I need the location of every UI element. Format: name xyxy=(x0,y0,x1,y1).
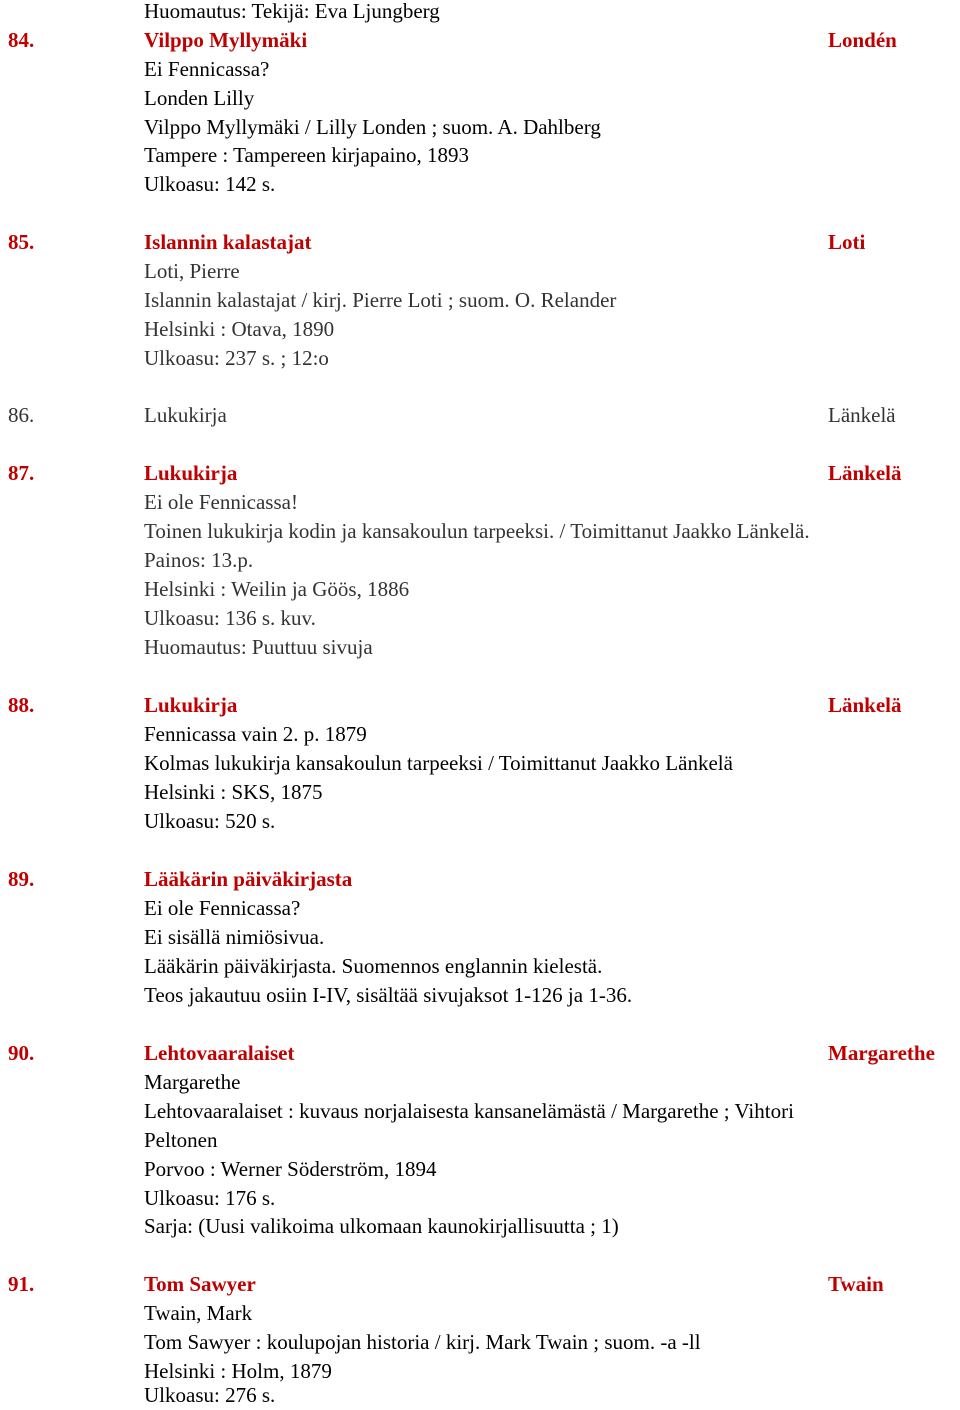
detail-text: Vilppo Myllymäki / Lilly Londen ; suom. A. Dahlberg xyxy=(144,115,601,139)
entry-number: 91. xyxy=(8,1272,35,1296)
entry-detail-line xyxy=(0,1068,960,1097)
detail-text: Lehtovaaralaiset : kuvaus norjalaisesta kansanelämästä / Margarethe ; Vihtori xyxy=(144,1099,794,1123)
entry-heading-86 xyxy=(0,401,960,430)
entry-detail-line xyxy=(0,778,960,807)
entry-title: Lehtovaaralaiset xyxy=(144,1041,295,1065)
detail-text: Ulkoasu: 237 s. ; 12:o xyxy=(144,346,329,370)
entry-heading-90 xyxy=(0,1039,960,1068)
entry-heading-85 xyxy=(0,228,960,257)
entry-detail-line xyxy=(0,749,960,778)
entry-detail-line xyxy=(0,286,960,315)
detail-text: Toinen lukukirja kodin ja kansakoulun tarpeeksi. / Toimittanut Jaakko Länkelä. xyxy=(144,519,810,543)
entry-heading-88 xyxy=(0,691,960,720)
entry-detail-line xyxy=(0,633,960,662)
entry-detail-line xyxy=(0,257,960,286)
detail-text: Painos: 13.p. xyxy=(144,548,254,572)
entry-author: Londén xyxy=(828,28,897,52)
entry-title: Lukukirja xyxy=(144,693,238,717)
detail-text: Fennicassa vain 2. p. 1879 xyxy=(144,722,367,746)
detail-text: Ei ole Fennicassa! xyxy=(144,490,298,514)
detail-text: Ulkoasu: 176 s. xyxy=(144,1186,276,1210)
detail-text: Ulkoasu: 276 s. xyxy=(144,1383,276,1407)
entry-detail-line xyxy=(0,923,960,952)
entry-heading-89 xyxy=(0,865,960,894)
detail-text: Margarethe xyxy=(144,1070,241,1094)
entry-detail-line xyxy=(0,894,960,923)
entry-author: Länkelä xyxy=(828,461,902,485)
entry-detail-line xyxy=(0,575,960,604)
detail-text: Lääkärin päiväkirjasta. Suomennos englannin kielestä. xyxy=(144,954,603,978)
entry-heading-87 xyxy=(0,459,960,488)
entry-detail-line xyxy=(0,113,960,142)
entry-detail-line xyxy=(0,1212,960,1241)
entry-detail-line xyxy=(0,315,960,344)
entry-detail-line xyxy=(0,1126,960,1155)
entry-detail-line xyxy=(0,170,960,199)
entry-detail-line xyxy=(0,952,960,981)
entry-title: Lukukirja xyxy=(144,461,238,485)
detail-text: Loti, Pierre xyxy=(144,259,240,283)
entry-detail-line xyxy=(0,604,960,633)
entry-author: Länkelä xyxy=(828,403,896,427)
continuation-line xyxy=(0,0,960,26)
entry-title: Vilppo Myllymäki xyxy=(144,28,308,52)
entry-number: 87. xyxy=(8,461,35,485)
detail-text: Kolmas lukukirja kansakoulun tarpeeksi / Toimittanut Jaakko Länkelä xyxy=(144,751,733,775)
detail-text: Helsinki : SKS, 1875 xyxy=(144,780,323,804)
detail-text: Ulkoasu: 142 s. xyxy=(144,172,276,196)
entry-detail-line xyxy=(0,807,960,836)
entry-number: 86. xyxy=(8,403,35,427)
entry-detail-line xyxy=(0,1328,960,1357)
entry-heading-84 xyxy=(0,26,960,55)
entry-detail-line xyxy=(0,1381,960,1410)
entry-detail-line xyxy=(0,1184,960,1213)
entry-detail-line xyxy=(0,84,960,113)
detail-text: Ulkoasu: 520 s. xyxy=(144,809,276,833)
entry-detail-line xyxy=(0,488,960,517)
detail-text: Ei Fennicassa? xyxy=(144,57,270,81)
detail-text: Huomautus: Puuttuu sivuja xyxy=(144,635,373,659)
entry-detail-line xyxy=(0,1299,960,1328)
detail-text: Helsinki : Otava, 1890 xyxy=(144,317,335,341)
detail-text: Helsinki : Holm, 1879 xyxy=(144,1359,332,1383)
entry-detail-line xyxy=(0,720,960,749)
entry-title: Lääkärin päiväkirjasta xyxy=(144,867,353,891)
entry-number: 90. xyxy=(8,1041,35,1065)
entry-number: 88. xyxy=(8,693,35,717)
entry-detail-line xyxy=(0,1097,960,1126)
detail-text: Peltonen xyxy=(144,1128,218,1152)
entry-detail-line xyxy=(0,1155,960,1184)
entry-author: Länkelä xyxy=(828,693,902,717)
entry-detail-line xyxy=(0,344,960,373)
detail-text: Islannin kalastajat / kirj. Pierre Loti ; suom. O. Relander xyxy=(144,288,617,312)
entry-detail-line xyxy=(0,55,960,84)
entry-number: 85. xyxy=(8,230,35,254)
detail-text: Porvoo : Werner Söderström, 1894 xyxy=(144,1157,437,1181)
entry-title: Lukukirja xyxy=(144,403,227,427)
entry-author: Twain xyxy=(828,1272,884,1296)
detail-text: Ei ole Fennicassa? xyxy=(144,896,301,920)
entry-detail-line xyxy=(0,546,960,575)
detail-text: Londen Lilly xyxy=(144,86,255,110)
detail-text: Helsinki : Weilin ja Göös, 1886 xyxy=(144,577,410,601)
entry-number: 89. xyxy=(8,867,35,891)
entry-detail-line xyxy=(0,517,960,546)
detail-text: Tampere : Tampereen kirjapaino, 1893 xyxy=(144,143,469,167)
entry-heading-91 xyxy=(0,1270,960,1299)
entry-author: Loti xyxy=(828,230,866,254)
entry-detail-line xyxy=(0,981,960,1010)
detail-text: Tom Sawyer : koulupojan historia / kirj. Mark Twain ; suom. -a -ll xyxy=(144,1330,701,1354)
detail-text: Ulkoasu: 136 s. kuv. xyxy=(144,606,316,630)
detail-text: Sarja: (Uusi valikoima ulkomaan kaunokirjallisuutta ; 1) xyxy=(144,1214,619,1238)
detail-text: Ei sisällä nimiösivua. xyxy=(144,925,325,949)
entry-title: Islannin kalastajat xyxy=(144,230,312,254)
detail-text: Twain, Mark xyxy=(144,1301,253,1325)
entry-number: 84. xyxy=(8,28,35,52)
entry-author: Margarethe xyxy=(828,1041,935,1065)
entry-detail-line xyxy=(0,141,960,170)
detail-text: Teos jakautuu osiin I-IV, sisältää sivujaksot 1-126 ja 1-36. xyxy=(144,983,633,1007)
entry-detail-line: Huomautus: Tekijä: Eva Ljungberg xyxy=(144,0,440,23)
entry-title: Tom Sawyer xyxy=(144,1272,256,1296)
